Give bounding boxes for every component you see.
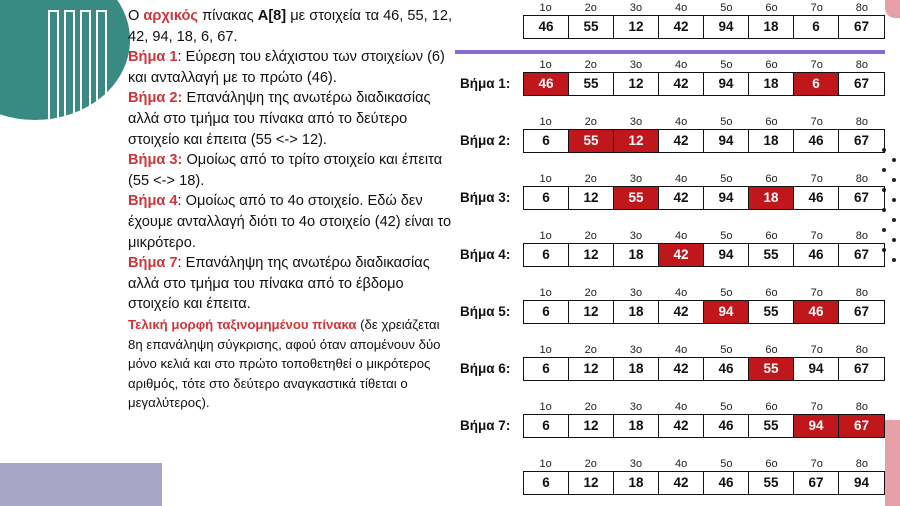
intro-pre: Ο [128,8,144,24]
index-label: 6ο [765,401,778,413]
array-cell: 67 [853,247,870,262]
array-cell: 6 [524,187,569,209]
step7-text: : Επανάληψη της ανωτέρω διαδικασίας αλλά στο τμήμα του πίνακα από το έβδομο στοιχείο και έπειτα. [128,255,430,313]
array-cell: 55 [749,472,794,494]
decorative-bar [48,10,59,164]
array-row [523,172,885,210]
array-cell: 42 [659,130,704,152]
array-cell: 12 [614,73,659,95]
index-label: 1ο [539,59,552,71]
step3-text: Ομοίως από το τρίτο στοιχείο και έπειτα (55 <-> 18). [128,152,443,189]
array-cell: 6 [794,16,839,38]
array-cell: 18 [749,73,794,95]
array-cell: 67 [853,19,870,34]
index-row [523,343,885,357]
index-label: 4ο [675,230,688,242]
index-label: 2ο [584,344,597,356]
array-cell: 46 [704,472,749,494]
index-label: 8ο [855,116,869,128]
final-paragraph [128,315,453,413]
decorative-bottom-block [0,463,162,506]
array-cell: 12 [569,358,614,380]
array-cell: 55 [749,244,794,266]
index-label: 7ο [810,59,823,71]
array-row [523,343,885,381]
index-label: 4ο [675,2,688,14]
step2-label: Βήμα 2: [128,90,183,107]
index-label: 6ο [765,287,778,299]
index-row [523,115,885,129]
step4-text: : Ομοίως από το 4ο στοιχείο. Εδώ δεν έχουμε ανταλλαγή διότι το 4ο στοιχείο (42) είναι το μικρότερο. [128,193,452,251]
index-label: 3ο [629,2,643,14]
index-label: 2ο [584,116,597,128]
array-cell: 46 [524,16,569,38]
array-cell: 42 [659,358,704,380]
index-label: 7ο [810,344,823,356]
array-cell: 6 [524,301,569,323]
array-row [523,400,885,438]
cell-row [523,243,885,267]
step-row-label: Βήμα 4: [460,247,511,262]
index-label: 1ο [539,287,552,299]
array-cell: 46 [704,415,749,437]
index-label: 2ο [584,401,597,413]
index-label: 3ο [629,287,643,299]
array-cell: 67 [794,472,839,494]
step2-paragraph [128,88,453,150]
intro-mid: πίνακας [198,8,258,24]
step-row-label: Βήμα 5: [460,304,511,319]
step-row-label: Βήμα 2: [460,133,511,148]
final-label: Τελική μορφή ταξινομημένου πίνακα [128,316,357,332]
array-cell: 67 [853,76,870,91]
array-cell: 12 [569,301,614,323]
index-label: 6ο [765,116,778,128]
array-cell: 46 [794,130,839,152]
step3-label: Βήμα 3: [128,152,183,169]
index-label: 6ο [765,173,778,185]
array-cell: 12 [614,16,659,38]
step-row-label: Βήμα 3: [460,190,511,205]
index-label: 4ο [675,344,688,356]
array-cell: 18 [614,472,659,494]
index-label: 8ο [855,344,869,356]
index-label: 6ο [765,59,778,71]
array-cell: 55 [569,16,614,38]
array-cell: 6 [524,472,569,494]
index-label: 1ο [539,401,552,413]
index-label: 6ο [765,458,778,470]
index-label: 5ο [720,458,733,470]
step4-paragraph [128,191,453,253]
array-cell: 6 [524,415,569,437]
index-label: 8ο [855,59,869,71]
array-cell: 18 [614,358,659,380]
array-row [523,229,885,267]
array-cell: 18 [749,16,794,38]
array-cell: 12 [569,415,614,437]
array-cell: 42 [659,187,704,209]
array-cell-highlighted: 67 [839,415,884,437]
index-label: 4ο [675,59,688,71]
index-label: 7ο [810,173,823,185]
array-cell: 67 [853,361,870,376]
array-cell: 55 [749,301,794,323]
array-cell-highlighted: 94 [704,301,749,323]
intro-highlight: αρχικός [143,8,199,24]
index-label: 6ο [765,230,778,242]
array-cell: 12 [569,244,614,266]
array-cell: 67 [853,133,870,148]
intro-paragraph [128,6,453,47]
step7-paragraph [128,253,453,315]
index-label: 4ο [675,458,688,470]
array-cell: 18 [614,415,659,437]
index-label: 1ο [539,230,552,242]
index-label: 3ο [629,173,643,185]
array-cell: 18 [614,301,659,323]
cell-row [523,300,885,324]
array-cell-highlighted: 18 [749,187,794,209]
index-label: 3ο [629,116,643,128]
index-row [523,1,885,15]
array-row [523,1,885,39]
array-cell: 55 [569,73,614,95]
index-label: 2ο [584,287,597,299]
decorative-bar [80,10,91,164]
index-label: 3ο [629,344,643,356]
index-label: 1ο [539,116,552,128]
array-cell: 94 [794,358,839,380]
index-row [523,172,885,186]
index-label: 8ο [855,401,869,413]
explanation-text [128,6,453,413]
array-cell: 6 [524,130,569,152]
array-cell-highlighted: 46 [794,301,839,323]
array-row [523,58,885,96]
decorative-bar [64,10,75,164]
index-label: 7ο [810,116,823,128]
array-cell-highlighted: 94 [794,415,839,437]
index-label: 7ο [810,2,823,14]
cell-row [523,357,885,381]
decorative-pink-corner [885,0,900,18]
step3-paragraph [128,150,453,191]
array-cell: 46 [794,244,839,266]
array-cell-highlighted: 55 [614,187,659,209]
index-label: 7ο [810,458,823,470]
index-label: 1ο [539,173,552,185]
array-cell-highlighted: 12 [614,130,659,152]
index-row [523,58,885,72]
array-row [523,115,885,153]
index-label: 1ο [539,344,552,356]
decorative-pink-bottom [885,420,900,506]
array-cell-highlighted: 55 [749,358,794,380]
index-row [523,400,885,414]
final-text: (δε χρειάζεται 8η επανάληψη σύγκρισης, αφού όταν απομένουν δύο μόνο κελιά και στο πρώτο τοποθετηθεί ο μικρότερος αριθμός, τότε στο δεύτερο αναγκαστικά τίθεται ο μεγαλύτερος). [128,316,441,411]
intro-post: με στοιχεία τα 46, 55, 12, 42, 94, 18, 6, 67. [128,8,453,45]
index-label: 3ο [629,59,643,71]
array-cell: 42 [659,73,704,95]
index-label: 2ο [584,173,597,185]
index-label: 5ο [720,59,733,71]
index-label: 7ο [810,401,823,413]
array-cell: 55 [749,415,794,437]
index-label: 4ο [675,287,688,299]
cell-row [523,15,885,39]
index-label: 3ο [629,401,643,413]
step-row-label: Βήμα 6: [460,361,511,376]
step7-label: Βήμα 7 [128,255,178,272]
array-cell: 18 [749,130,794,152]
index-label: 7ο [810,230,823,242]
cell-row [523,129,885,153]
index-row [523,229,885,243]
index-label: 8ο [855,2,869,14]
cell-row [523,186,885,210]
index-label: 3ο [629,230,643,242]
array-cell: 67 [853,304,870,319]
index-label: 4ο [675,401,688,413]
index-label: 2ο [584,458,597,470]
array-cell: 42 [659,415,704,437]
step2-text: Επανάληψη της ανωτέρω διαδικασίας αλλά στο τμήμα του πίνακα από το δεύτερο στοιχείο και έπειτα (55 <-> 12). [128,90,431,148]
step1-paragraph [128,47,453,88]
array-cell: 94 [704,16,749,38]
index-label: 5ο [720,401,733,413]
array-cell: 6 [524,358,569,380]
step1-label: Βήμα 1 [128,49,178,66]
array-cell: 12 [569,187,614,209]
array-cell: 12 [569,472,614,494]
array-cell-highlighted: 55 [569,130,614,152]
index-label: 5ο [720,287,733,299]
step-row-label: Βήμα 7: [460,418,511,433]
array-cell-highlighted: 42 [659,244,704,266]
index-label: 8ο [855,173,869,185]
index-label: 5ο [720,344,733,356]
cell-row [523,471,885,495]
array-row [523,457,885,495]
index-label: 6ο [765,2,778,14]
index-label: 3ο [629,458,643,470]
cell-row [523,72,885,96]
array-cell: 94 [704,187,749,209]
array-cell: 94 [704,73,749,95]
array-cell: 94 [704,244,749,266]
array-cell: 6 [524,244,569,266]
array-cell: 42 [659,301,704,323]
array-cell-highlighted: 46 [524,73,569,95]
index-label: 5ο [720,2,733,14]
cell-row [523,414,885,438]
index-label: 5ο [720,173,733,185]
index-label: 2ο [584,230,597,242]
index-label: 7ο [810,287,823,299]
index-label: 2ο [584,2,597,14]
array-cell: 46 [794,187,839,209]
step-row-label: Βήμα 1: [460,76,511,91]
index-label: 4ο [675,116,688,128]
separator-line [455,50,885,54]
index-row [523,457,885,471]
array-cell: 94 [853,475,870,490]
array-cell: 18 [614,244,659,266]
step4-label: Βήμα 4 [128,193,178,210]
index-label: 4ο [675,173,688,185]
array-name: A[8] [257,8,287,24]
index-label: 5ο [720,116,733,128]
array-cell: 67 [853,190,870,205]
step1-text: : Εύρεση του ελάχιστου των στοιχείων (6) και ανταλλαγή με το πρώτο (46). [128,49,445,86]
array-cell: 42 [659,16,704,38]
index-label: 5ο [720,230,733,242]
index-label: 8ο [855,458,869,470]
index-label: 1ο [539,2,552,14]
index-label: 1ο [539,458,552,470]
array-cell: 94 [704,130,749,152]
index-label: 8ο [855,230,869,242]
array-row [523,286,885,324]
index-label: 6ο [765,344,778,356]
decorative-bar [96,10,107,164]
index-label: 8ο [855,287,869,299]
array-cell: 42 [659,472,704,494]
array-cell: 46 [704,358,749,380]
index-label: 2ο [584,59,597,71]
index-row [523,286,885,300]
array-cell-highlighted: 6 [794,73,839,95]
